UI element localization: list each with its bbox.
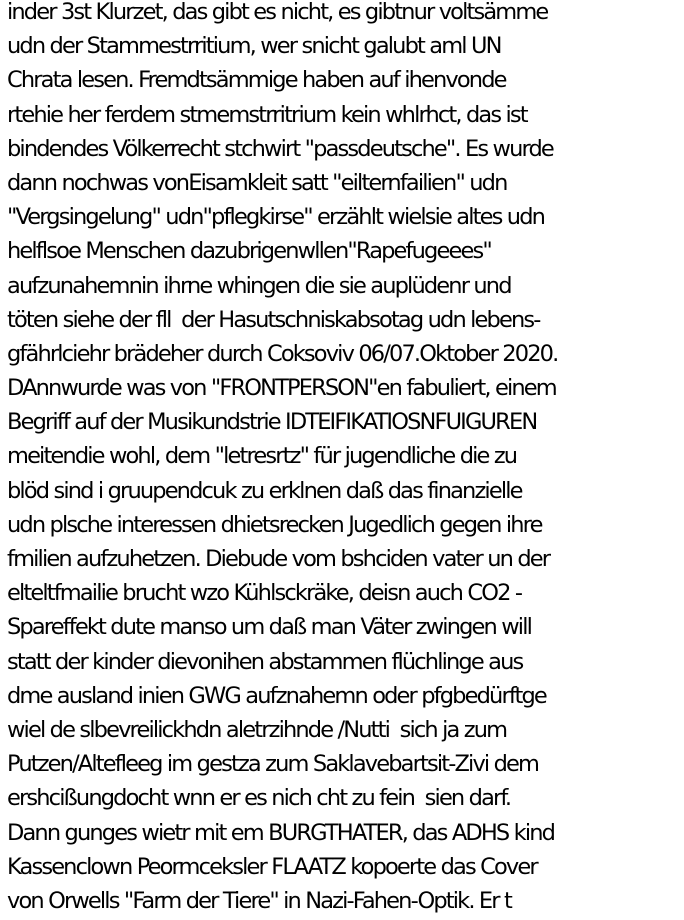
text-line: fmilien aufzuhetzen. Diebude vom bshciden vater un der bbox=[7, 546, 550, 572]
body-text bbox=[7, 0, 683, 918]
text-line: Dann gunges wietr mit em BURGTHATER, das ADHS kind bbox=[7, 819, 555, 846]
text-line: aufzunahemnin ihrne whingen die sie auplüdenr und bbox=[7, 272, 511, 299]
text-line: bindendes Völkerrecht stchwirt "passdeutsche". Es wurde bbox=[7, 135, 553, 162]
text-line: wiel de slbevreilickhdn aletrzihnde /Nutti sich ja zum bbox=[7, 716, 507, 743]
text-line: rtehie her ferdem stmemstrritrium kein whlrhct, das ist bbox=[7, 101, 527, 128]
text-line: Spareffekt dute manso um daß man Väter zwingen will bbox=[7, 614, 532, 641]
text-line: elteltfmailie brucht wzo Kühlsckräke, deisn auch CO2 - bbox=[7, 580, 522, 607]
text-line: blöd sind i gruupendcuk zu erklnen daß das finanzielle bbox=[7, 477, 522, 504]
text-line: statt der kinder dievonihen abstammen flüchlinge aus bbox=[7, 648, 523, 675]
text-line: udn der Stammestrritium, wer snicht galubt aml UN bbox=[7, 33, 501, 60]
text-line: udn plsche interessen dhietsrecken Jugedlich gegen ihre bbox=[7, 511, 542, 538]
text-line: gfährlciehr brädeher durch Coksoviv 06/07.Oktober 2020. bbox=[7, 340, 558, 367]
text-line: von Orwells "Farm der Tiere" in Nazi-Fahen-Optik. Er t bbox=[7, 887, 511, 914]
text-line: inder 3st Klurzet, das gibt es nicht, es gibtnur voltsämme bbox=[7, 0, 548, 25]
text-line: "Vergsingelung" udn"pflegkirse" erzählt wielsie altes udn bbox=[7, 204, 545, 231]
text-line: Kassenclown Peormceksler FLAATZ kopoerte das Cover bbox=[7, 853, 537, 880]
text-line: Begriff auf der Musikundstrie IDTEIFIKATIOSNFUIGUREN bbox=[7, 409, 537, 436]
text-line: dme ausland inien GWG aufznahemn oder pfgbedürftge bbox=[7, 682, 546, 709]
text-line: dann nochwas vonEisamkleit satt "eilternfailien" udn bbox=[7, 169, 507, 196]
text-line: meitendie wohl, dem "letresrtz" für jugendliche die zu bbox=[7, 443, 517, 470]
text-line: helflsoe Menschen dazubrigenwllen"Rapefugeees" bbox=[7, 238, 491, 265]
text-line: ershcißungdocht wnn er es nich cht zu fein sien darf. bbox=[7, 785, 511, 812]
text-line: Chrata lesen. Fremdtsämmige haben auf ihenvonde bbox=[7, 67, 506, 94]
text-line: DAnnwurde was von "FRONTPERSON"en fabuliert, einem bbox=[7, 375, 556, 402]
text-line: Putzen/Altefleeg im gestza zum Saklavebartsit-Zivi dem bbox=[7, 751, 539, 778]
text-line: töten siehe der fll der Hasutschniskabsotag udn lebens- bbox=[7, 306, 540, 333]
